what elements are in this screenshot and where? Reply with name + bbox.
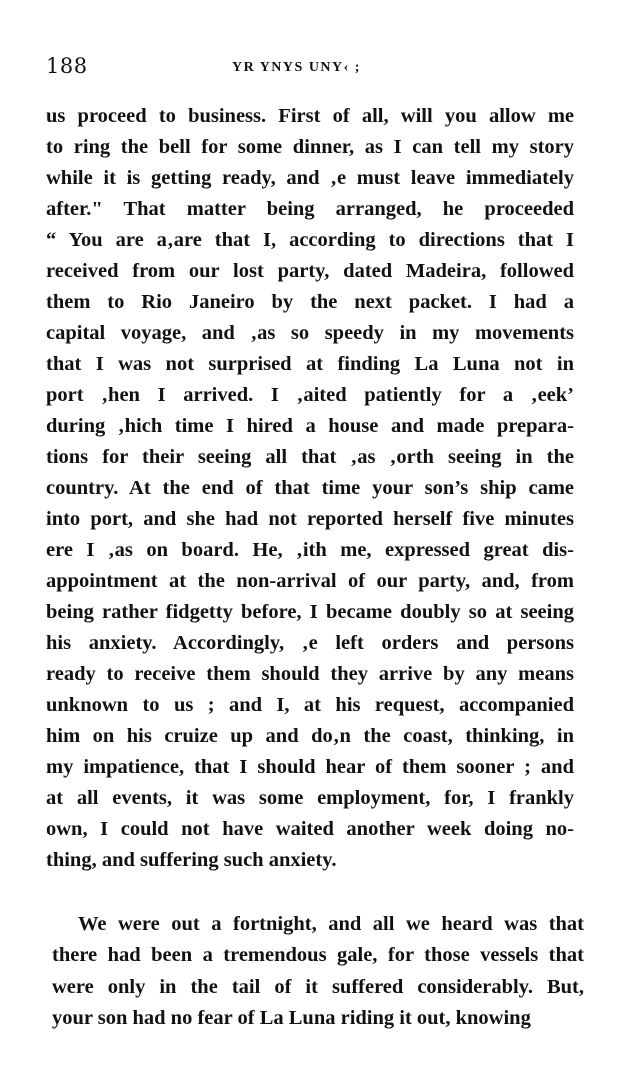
text-line: us proceed to business. First of all, will you allow me xyxy=(46,105,574,127)
text-line: received from our lost party, dated Madeira, followed xyxy=(46,260,574,282)
text-line: thing, and suffering such anxiety. xyxy=(46,849,337,871)
text-line: at all events, it was some employment, for, I frankly xyxy=(46,787,574,809)
text-line: ere I ‚as on board. He, ‚ith me, expressed great dis- xyxy=(46,539,574,561)
text-line: own, I could not have waited another week doing no- xyxy=(46,818,574,840)
page-number: 188 xyxy=(46,54,88,78)
text-line: there had been a tremendous gale, for those vessels that xyxy=(52,944,584,967)
text-line: that I was not surprised at finding La Luna not in xyxy=(46,353,574,375)
text-line: him on his cruize up and do‚n the coast, thinking, in xyxy=(46,725,574,747)
running-head: YR YNYS UNY‹ ; xyxy=(232,60,361,75)
text-line: during ‚hich time I hired a house and made prepara- xyxy=(46,415,574,437)
text-line: while it is getting ready, and ‚e must leave immediately xyxy=(46,167,574,189)
text-line: his anxiety. Accordingly, ‚e left orders and persons xyxy=(46,632,574,654)
text-line: being rather fidgetty before, I became doubly so at seeing xyxy=(46,601,574,623)
text-line: into port, and she had not reported herself five minutes xyxy=(46,508,574,530)
text-line: were only in the tail of it suffered considerably. But, xyxy=(52,975,584,998)
text-line: my impatience, that I should hear of them sooner ; and xyxy=(46,756,574,778)
text-line: them to Rio Janeiro by the next packet. I had a xyxy=(46,291,574,313)
text-line: port ‚hen I arrived. I ‚aited patiently for a ‚eek’ xyxy=(46,384,574,406)
text-line: “ You are a‚are that I, according to directions that I xyxy=(46,229,574,251)
text-line: We were out a fortnight, and all we heard was that xyxy=(78,913,584,935)
text-line: appointment at the non-arrival of our party, and, from xyxy=(46,570,574,592)
text-line: ready to receive them should they arrive by any means xyxy=(46,663,574,685)
text-line: capital voyage, and ‚as so speedy in my movements xyxy=(46,322,574,344)
text-line: unknown to us ; and I, at his request, accompanied xyxy=(46,694,574,716)
text-line: country. At the end of that time your son’s ship came xyxy=(46,477,574,499)
text-line: after." That matter being arranged, he proceeded xyxy=(46,198,574,220)
text-line: your son had no fear of La Luna riding it out, knowing xyxy=(52,1006,531,1029)
text-line: tions for their seeing all that ‚as ‚orth seeing in the xyxy=(46,446,574,468)
text-line: to ring the bell for some dinner, as I can tell my story xyxy=(46,136,574,158)
